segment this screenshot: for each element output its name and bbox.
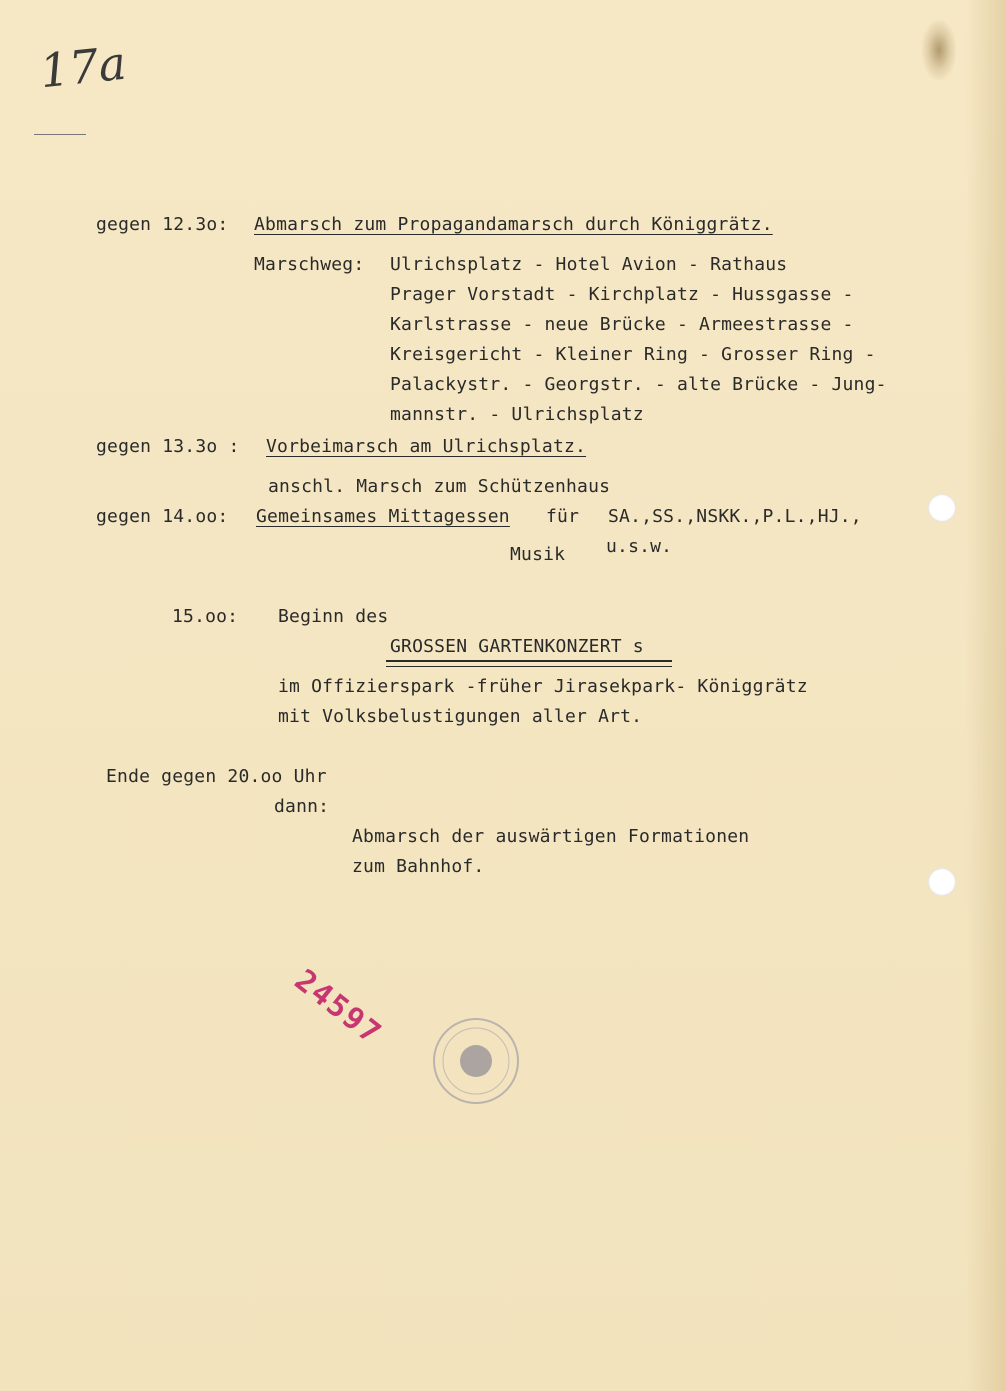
route-line-5: Palackystr. - Georgstr. - alte Brücke - Jung- xyxy=(390,374,887,395)
concert-title: GROSSEN GARTENKONZERT s xyxy=(390,636,644,657)
red-stamp-number: 24597 xyxy=(287,962,389,1053)
lunch-for: für xyxy=(546,506,580,527)
departure-line-1: Abmarsch der auswärtigen Formationen xyxy=(352,826,750,847)
punch-hole-bottom xyxy=(928,868,956,896)
page-edge-shading xyxy=(966,0,1006,1391)
time-15-00: 15.oo: xyxy=(172,606,239,627)
punch-hole-top xyxy=(928,494,956,522)
end-time: Ende gegen 20.oo Uhr xyxy=(106,766,327,787)
time-12-30: gegen 12.3o: xyxy=(96,214,229,235)
lunch-etc: u.s.w. xyxy=(606,536,673,557)
route-line-2: Prager Vorstadt - Kirchplatz - Hussgasse - xyxy=(390,284,854,305)
time-14-00: gegen 14.oo: xyxy=(96,506,229,527)
propaganda-march-title: Abmarsch zum Propagandamarsch durch Königgrätz. xyxy=(254,214,773,235)
concert-location: im Offizierspark -früher Jirasekpark- Königgrätz xyxy=(278,676,808,697)
concert-title-underline xyxy=(386,660,672,667)
route-line-3: Karlstrasse - neue Brücke - Armeestrasse - xyxy=(390,314,854,335)
concert-begin: Beginn des xyxy=(278,606,389,627)
route-label: Marschweg: xyxy=(254,254,365,275)
concert-entertainment: mit Volksbelustigungen aller Art. xyxy=(278,706,643,727)
lunch-groups: SA.,SS.,NSKK.,P.L.,HJ., xyxy=(608,506,862,527)
march-to-schuetzenhaus: anschl. Marsch zum Schützenhaus xyxy=(268,476,611,497)
parade-title: Vorbeimarsch am Ulrichsplatz. xyxy=(266,436,587,457)
lunch-music: Musik xyxy=(510,544,566,565)
route-line-6: mannstr. - Ulrichsplatz xyxy=(390,404,644,425)
handwritten-page-number: 17a xyxy=(37,35,129,99)
lunch-title: Gemeinsames Mittagessen xyxy=(256,506,510,527)
departure-line-2: zum Bahnhof. xyxy=(352,856,485,877)
paper-stain xyxy=(922,20,956,80)
time-13-30: gegen 13.3o : xyxy=(96,436,240,457)
handwritten-dash xyxy=(34,134,86,135)
route-line-1: Ulrichsplatz - Hotel Avion - Rathaus xyxy=(390,254,788,275)
route-line-4: Kreisgericht - Kleiner Ring - Grosser Ring - xyxy=(390,344,876,365)
then-label: dann: xyxy=(274,796,330,817)
round-seal-stamp xyxy=(430,1015,522,1107)
